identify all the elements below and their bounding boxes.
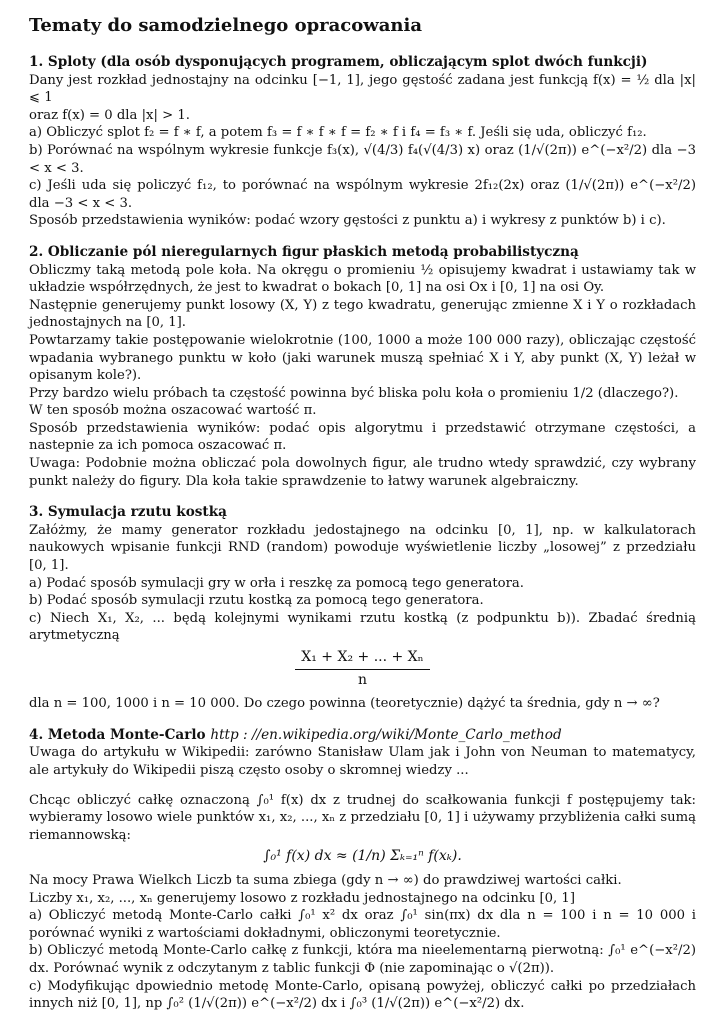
paragraph: b) Obliczyć metodą Monte-Carlo całkę z funkcji, która ma nieelementarną pierwotną: ∫₀¹ e^(−x²/2) dx. Porównać wynik z odczytanym z tablic funkcji Φ (nie zapominając o √(2π)). xyxy=(29,943,696,976)
paragraph: Uwaga: Podobnie można obliczać pola dowolnych figur, ale trudno wtedy sprawdzić, czy wybrany punkt należy do figury. Dla koła takie sprawdzenie to łatwy warunek algebraiczny. xyxy=(29,456,696,489)
paragraph: Obliczmy taką metodą pole koła. Na okręgu o promieniu ½ opisujemy kwadrat i ustawiamy tak w układzie współrzędnych, że jest to kwadrat o bokach [0, 1] na osi Ox i [0, 1] na osi Oy. xyxy=(29,262,696,296)
section-splots xyxy=(29,54,696,230)
paragraph: c) Niech X₁, X₂, ... będą kolejnymi wynikami rzutu kostką (z podpunktu b)). Zbadać średnią arytmetyczną xyxy=(29,610,696,644)
wikipedia-link[interactable]: http : //en.wikipedia.org/wiki/Monte_Carlo_method xyxy=(210,726,562,743)
section-probabilistic-area xyxy=(29,244,696,490)
fraction-denominator: n xyxy=(357,671,368,688)
paragraph: Przy bardzo wielu próbach ta częstość powinna być bliska polu koła o promieniu 1/2 (dlaczego?). xyxy=(29,385,679,401)
section-dice-simulation xyxy=(29,504,696,713)
paragraph: W ten sposób można oszacować wartość π. xyxy=(29,403,317,419)
section-title-text: 4. Metoda Monte-Carlo xyxy=(29,726,206,743)
paragraph: Uwaga do artykułu w Wikipedii: zarówno Stanisław Ulam jak i John von Neuman to matematycy, ale artykuły do Wikipedii piszą często osoby o skromnej wiedzy ... xyxy=(29,745,696,778)
paragraph: Załóżmy, że mamy generator rozkładu jedostajnego na odcinku [0, 1], np. w kalkulatorach naukowych wpisanie funkcji RND (random) powoduje wyświetlenie liczby „losowej” z przedziału [0, 1]. xyxy=(29,522,696,574)
paragraph: c) Modyfikując dpowiednio metodę Monte-Carlo, opisaną powyżej, obliczyć całki po przedziałach innych niż [0, 1], np ∫₀² (1/√(2π)) e^(−x²/2) dx i ∫₀³ (1/√(2π)) e^(−x²/2) dx. xyxy=(29,978,696,1012)
fraction xyxy=(295,649,429,689)
fraction-numerator: X₁ + X₂ + ... + Xₙ xyxy=(295,649,429,670)
section-title xyxy=(29,727,696,745)
mean-formula xyxy=(29,649,696,689)
section-title: 3. Symulacja rzutu kostką xyxy=(29,504,227,521)
paragraph: Następnie generujemy punkt losowy (X, Y) z tego kwadratu, generując zmienne X i Y o rozkładach jednostajnych na [0, 1]. xyxy=(29,297,696,331)
paragraph: b) Porównać na wspólnym wykresie funkcje f₃(x), √(4/3) f₄(√(4/3) x) oraz (1/√(2π)) e^(−x²/2) dla −3 < x < 3. xyxy=(29,142,696,176)
paragraph: Dany jest rozkład jednostajny na odcinku [−1, 1], jego gęstość zadana jest funkcją f(x) = ½ dla |x| ⩽ 1 xyxy=(29,72,696,106)
riemann-sum-formula: ∫₀¹ f(x) dx ≈ (1/n) Σₖ₌₁ⁿ f(xₖ). xyxy=(263,848,462,865)
paragraph: a) Podać sposób symulacji gry w orła i reszkę za pomocą tego generatora. xyxy=(29,575,524,591)
paragraph: a) Obliczyć splot f₂ = f ∗ f, a potem f₃ = f ∗ f ∗ f = f₂ ∗ f i f₄ = f₃ ∗ f. Jeśli się uda, obliczyć f₁₂. xyxy=(29,125,647,141)
paragraph: b) Podać sposób symulacji rzutu kostką za pomocą tego generatora. xyxy=(29,593,484,609)
paragraph: c) Jeśli uda się policzyć f₁₂, to porównać na wspólnym wykresie 2f₁₂(2x) oraz (1/√(2π)) e^(−x²/2) dla −3 < x < 3. xyxy=(29,178,696,211)
section-monte-carlo xyxy=(29,727,696,1013)
paragraph: Sposób przedstawienia wyników: podać wzory gęstości z punktu a) i wykresy z punktów b) i c). xyxy=(29,213,666,229)
page-title: Tematy do samodzielnego opracowania xyxy=(29,15,423,36)
section-title: 2. Obliczanie pól nieregularnych figur płaskich metodą probabilistyczną xyxy=(29,243,579,260)
section-title: 1. Sploty (dla osób dysponujących programem, obliczającym splot dwóch funkcji) xyxy=(29,54,648,70)
paragraph: Liczby x₁, x₂, ..., xₙ generujemy losowo z rozkładu jednostajnego na odcinku [0, 1] xyxy=(29,890,575,906)
paragraph: oraz f(x) = 0 dla |x| > 1. xyxy=(29,107,190,123)
paragraph: Sposób przedstawienia wyników: podać opis algorytmu i przedstawić otrzymane częstości, a nastepnie za ich pomoca oszacować π. xyxy=(29,420,696,454)
paragraph: Powtarzamy takie postępowanie wielokrotnie (100, 1000 a może 100 000 razy), obliczając częstość wpadania wybranego punktu w koło (jaki warunek muszą spełniać X i Y, aby punkt (X, Y) leżał w opisanym kole?). xyxy=(29,332,696,384)
paragraph: a) Obliczyć metodą Monte-Carlo całki ∫₀¹ x² dx oraz ∫₀¹ sin(πx) dx dla n = 100 i n = 10 000 i porównać wyniki z wartościami dokładnymi, obliczonymi teoretycznie. xyxy=(29,908,696,941)
spacer xyxy=(29,780,696,792)
paragraph: Na mocy Prawa Wielkch Liczb ta suma zbiega (gdy n → ∞) do prawdziwej wartości całki. xyxy=(29,872,622,888)
paragraph: dla n = 100, 1000 i n = 10 000. Do czego powinna (teoretycznie) dążyć ta średnia, gdy n → ∞? xyxy=(29,696,660,712)
paragraph: Chcąc obliczyć całkę oznaczoną ∫₀¹ f(x) dx z trudnej do scałkowania funkcji f postępujemy tak: wybieramy losowo wiele punktów x₁, x₂, ..., xₙ z przedziału [0, 1] i używamy przybliżenia całki sumą riemannowską: xyxy=(29,792,696,843)
